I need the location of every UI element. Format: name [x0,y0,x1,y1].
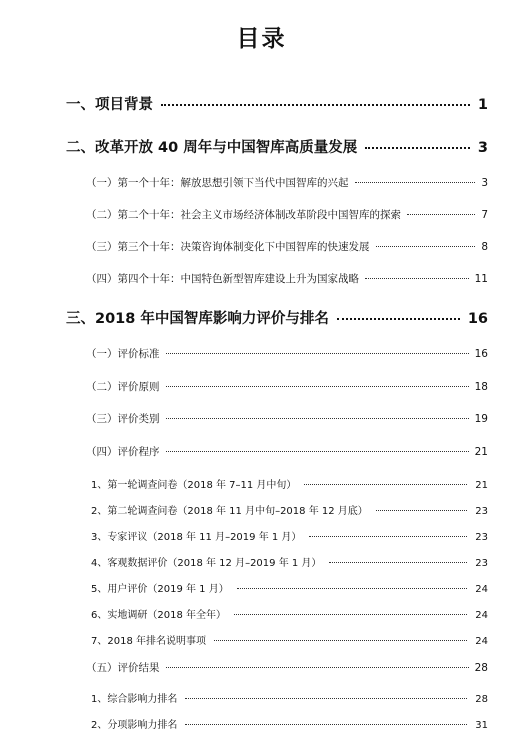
page-title: 目录 [236,26,287,52]
dot-leader [166,451,469,452]
toc-page-number: 21 [474,446,488,458]
toc-page-number: 23 [475,558,488,569]
dot-leader [376,246,476,247]
toc-page-number: 21 [475,480,488,491]
toc-entry-label: （五）评价结果 [86,662,160,674]
toc-entry-label: （一）第一个十年：解放思想引领下当代中国智库的兴起 [86,177,349,189]
toc-entry-label: 3、专家评议（2018 年 11 月–2019 年 1 月） [91,532,302,543]
toc-entry-level3[interactable] [91,476,488,491]
toc-entry-label: （三）第三个十年：决策咨询体制变化下中国智库的快速发展 [86,241,370,253]
dot-leader [365,147,470,149]
toc-page-number: 28 [475,694,488,705]
dot-leader [185,724,467,725]
toc-entry-level3[interactable] [91,580,488,595]
toc-entry-label: 三、2018 年中国智库影响力评价与排名 [66,311,329,327]
dot-leader [166,353,469,354]
toc-entry-level1[interactable] [66,307,488,328]
dot-leader [376,510,467,511]
toc-entry-level3[interactable] [91,690,488,705]
toc-entry-level2[interactable] [86,175,488,190]
toc-page-number: 11 [474,273,488,285]
toc-entry-label: 2、分项影响力排名 [91,720,178,731]
toc-page-number: 18 [474,381,488,393]
toc-page-number: 23 [475,506,488,517]
toc-entry-label: 2、第二轮调查问卷（2018 年 11 月中旬–2018 年 12 月底） [91,506,368,517]
dot-leader [237,588,468,589]
toc-page-number: 16 [467,311,488,327]
toc-entry-level3[interactable] [91,632,488,647]
toc-entry-label: 二、改革开放 40 周年与中国智库高质量发展 [66,140,358,156]
dot-leader [365,278,469,279]
toc-entry-level3[interactable] [91,528,488,543]
toc-entry-label: （二）第二个十年：社会主义市场经济体制改革阶段中国智库的探索 [86,209,401,221]
toc-page-number: 8 [481,241,488,253]
toc-page-number: 24 [475,610,488,621]
toc-entry-label: 1、第一轮调查问卷（2018 年 7–11 月中旬） [91,480,297,491]
dot-leader [407,214,475,215]
dot-leader [309,536,467,537]
toc-entry-label: 4、客观数据评价（2018 年 12 月–2019 年 1 月） [91,558,322,569]
toc-page-number: 19 [474,413,488,425]
dot-leader [185,698,467,699]
toc-page-number: 3 [477,140,488,156]
toc-page-number: 7 [481,209,488,221]
toc-entry-level1[interactable] [66,93,488,114]
toc-entry-level2[interactable] [86,239,488,254]
toc-entry-level3[interactable] [91,502,488,517]
toc-page-number: 23 [475,532,488,543]
toc-page-number: 24 [475,636,488,647]
dot-leader [337,318,460,320]
dot-leader [166,667,469,668]
toc-entry-label: （二）评价原则 [86,381,160,393]
toc-entry-level3[interactable] [91,606,488,621]
toc-page-number: 31 [475,720,488,731]
dot-leader [166,418,469,419]
dot-leader [234,614,467,615]
toc-entry-level3[interactable] [91,716,488,731]
dot-leader [214,640,467,641]
toc-entry-label: 1、综合影响力排名 [91,694,178,705]
toc-entry-level3[interactable] [91,554,488,569]
toc-page-number: 1 [477,97,488,113]
toc-entry-level2[interactable] [86,271,488,286]
toc-page-number: 3 [481,177,488,189]
toc-page-number: 24 [475,584,488,595]
toc-page-number: 28 [474,662,488,674]
toc-entry-label: 5、用户评价（2019 年 1 月） [91,584,229,595]
toc-page-number: 16 [474,348,488,360]
toc-entry-level2[interactable] [86,660,488,675]
toc-entry-label: 7、2018 年排名说明事项 [91,636,206,647]
dot-leader [304,484,467,485]
toc-entry-label: （三）评价类别 [86,413,160,425]
toc-entry-level1[interactable] [66,136,488,157]
dot-leader [166,386,469,387]
dot-leader [329,562,467,563]
toc-entry-level2[interactable] [86,444,488,459]
toc-entry-label: 6、实地调研（2018 年全年） [91,610,226,621]
toc-entry-label: （四）第四个十年：中国特色新型智库建设上升为国家战略 [86,273,359,285]
toc-entry-level2[interactable] [86,379,488,394]
toc-entry-label: （四）评价程序 [86,446,160,458]
toc-entry-level2[interactable] [86,346,488,361]
dot-leader [355,182,476,183]
toc-entry-label: 一、项目背景 [66,97,153,113]
toc-entry-label: （一）评价标准 [86,348,160,360]
toc-entry-level2[interactable] [86,207,488,222]
toc-entry-level2[interactable] [86,411,488,426]
dot-leader [161,104,470,106]
